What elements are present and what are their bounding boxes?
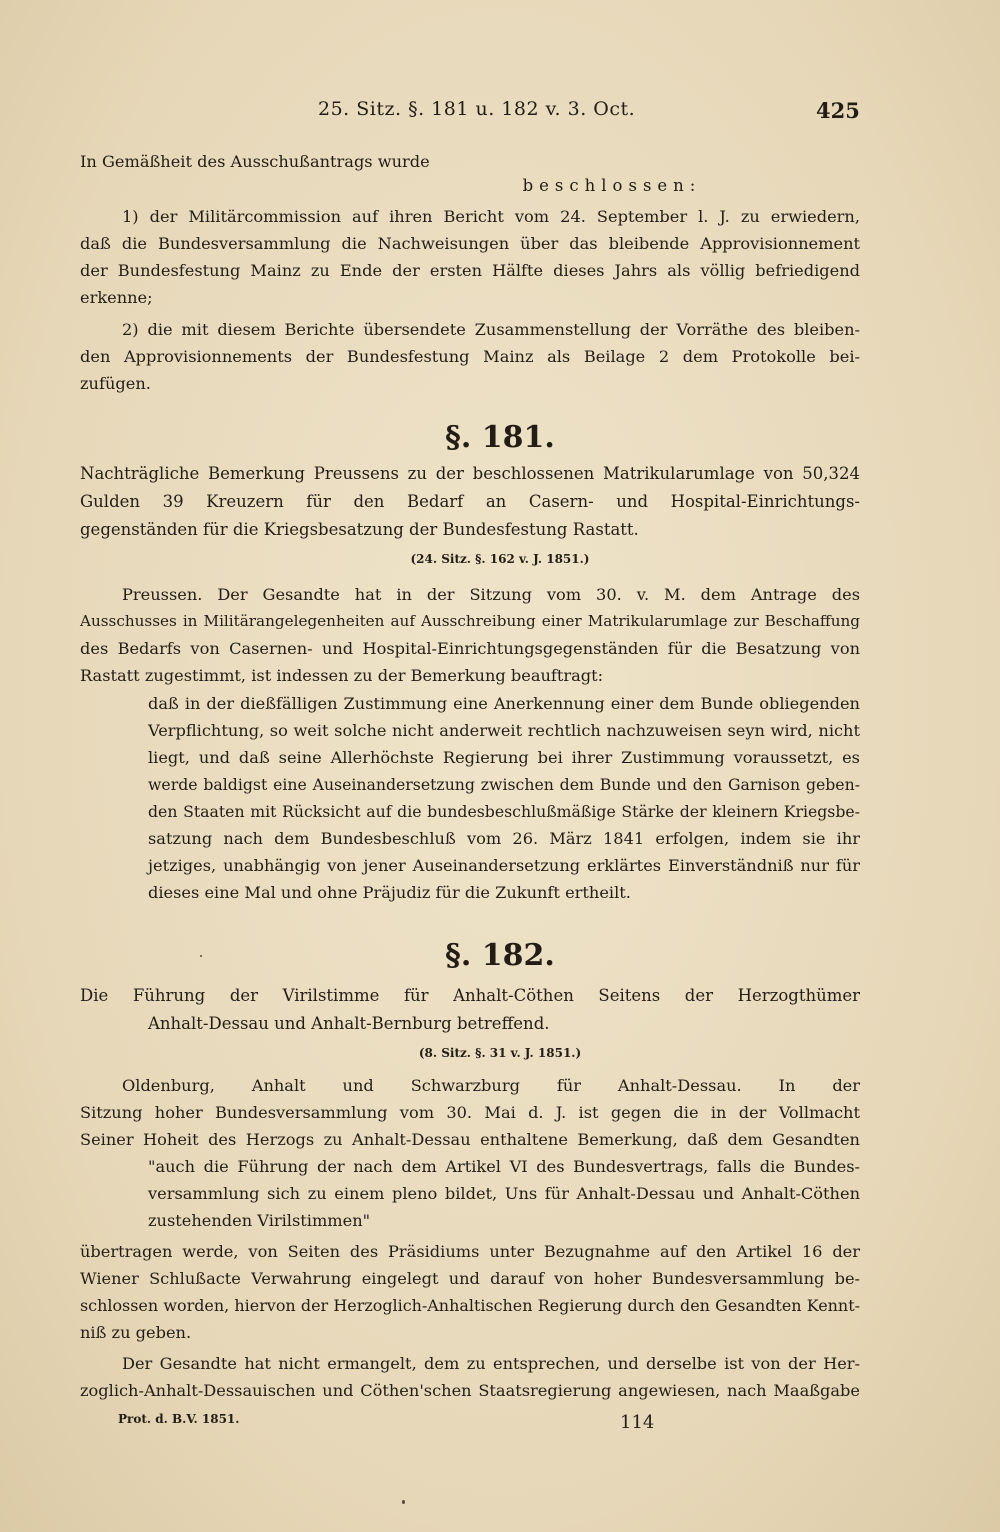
section-182-text: Oldenburg, Anhalt und Schwarzburg für Anhalt-Dessau. In der bbox=[122, 1076, 860, 1095]
intro-line: daß die Bundesversammlung die Nachweisungen über das bleibende Approvisionnement bbox=[80, 234, 860, 253]
intro-line: den Approvisionnements der Bundesfestung Mainz als Beilage 2 dem Protokolle bei- bbox=[80, 347, 860, 366]
section-182-text: Der Gesandte hat nicht ermangelt, dem zu entsprechen, und derselbe ist von der Her- bbox=[122, 1354, 860, 1373]
section-181-text: Ausschusses in Militärangelegenheiten auf Ausschreibung einer Matrikularumlage zur Beschaffung bbox=[80, 612, 860, 630]
declaration-line: dieses eine Mal und ohne Präjudiz für die Zukunft ertheilt. bbox=[148, 883, 631, 902]
section-181-title: gegenständen für die Kriegsbesatzung der Bundesfestung Rastatt. bbox=[80, 520, 639, 539]
section-181-heading: §. 181. bbox=[445, 420, 555, 455]
section-181-source: (24. Sitz. §. 162 v. J. 1851.) bbox=[410, 552, 590, 566]
section-182-text: niß zu geben. bbox=[80, 1323, 192, 1342]
section-182-text: schlossen worden, hiervon der Herzoglich-Anhaltischen Regierung durch den Gesandten Kennt- bbox=[80, 1296, 860, 1315]
quoted-text: zustehenden Virilstimmen" bbox=[148, 1211, 371, 1230]
section-182-text: Seiner Hoheit des Herzogs zu Anhalt-Dessau enthaltene Bemerkung, daß dem Gesandten bbox=[80, 1130, 860, 1149]
quoted-text: "auch die Führung der nach dem Artikel VI des Bundesvertrags, falls die Bundes- bbox=[148, 1157, 860, 1176]
section-182-source: (8. Sitz. §. 31 v. J. 1851.) bbox=[418, 1046, 582, 1060]
section-181-text: Rastatt zugestimmt, ist indessen zu der Bemerkung beauftragt: bbox=[80, 666, 604, 685]
declaration-line: jetziges, unabhängig von jener Auseinandersetzung erklärtes Einverständniß nur für bbox=[148, 856, 860, 875]
intro-line: 2) die mit diesem Berichte übersendete Zusammenstellung der Vorräthe des bleiben- bbox=[122, 320, 860, 339]
running-header bbox=[0, 98, 1000, 128]
section-182-text: Sitzung hoher Bundesversammlung vom 30. Mai d. J. ist gegen die in der Vollmacht bbox=[80, 1103, 860, 1122]
intro-line: zufügen. bbox=[80, 374, 151, 393]
quoted-text: versammlung sich zu einem pleno bildet, Uns für Anhalt-Dessau und Anhalt-Cöthen bbox=[148, 1184, 860, 1203]
page-number: 425 bbox=[816, 98, 860, 123]
section-181-title: Nachträgliche Bemerkung Preussens zu der beschlossenen Matrikularumlage von 50,324 bbox=[80, 464, 860, 483]
section-182-text: zoglich-Anhalt-Dessauischen und Cöthen'schen Staatsregierung angewiesen, nach Maaßgabe bbox=[80, 1381, 860, 1400]
section-182-title: Anhalt-Dessau und Anhalt-Bernburg betreffend. bbox=[148, 1014, 550, 1033]
declaration-line: den Staaten mit Rücksicht auf die bundesbeschlußmäßige Stärke der kleinern Kriegsbe- bbox=[148, 802, 860, 821]
sheet-number: 114 bbox=[620, 1412, 655, 1433]
running-title: 25. Sitz. §. 181 u. 182 v. 3. Oct. bbox=[318, 98, 636, 120]
section-182-text: Wiener Schlußacte Verwahrung eingelegt und darauf von hoher Bundesversammlung be- bbox=[80, 1269, 860, 1288]
declaration-line: daß in der dießfälligen Zustimmung eine Anerkennung einer dem Bunde obliegenden bbox=[148, 694, 860, 713]
section-182-text: übertragen werde, von Seiten des Präsidiums unter Bezugnahme auf den Artikel 16 der bbox=[80, 1242, 860, 1261]
intro-line: der Bundesfestung Mainz zu Ende der ersten Hälfte dieses Jahrs als völlig befriedigend bbox=[80, 261, 860, 280]
section-181-text: Preussen. Der Gesandte hat in der Sitzung vom 30. v. M. dem Antrage des bbox=[122, 585, 860, 604]
declaration-line: Verpflichtung, so weit solche nicht anderweit rechtlich nachzuweisen seyn wird, nicht bbox=[148, 721, 860, 740]
footer-signature: Prot. d. B.V. 1851. bbox=[118, 1412, 240, 1426]
section-181-text: des Bedarfs von Casernen- und Hospital-Einrichtungsgegenständen für die Besatzung von bbox=[80, 639, 860, 658]
declaration-line: liegt, und daß seine Allerhöchste Regierung bei ihrer Zustimmung voraussetzt, es bbox=[148, 748, 860, 767]
intro-line: 1) der Militärcommission auf ihren Bericht vom 24. September l. J. zu erwiedern, bbox=[122, 207, 860, 226]
resolution-heading: beschlossen: bbox=[522, 176, 702, 195]
intro-line: In Gemäßheit des Ausschußantrags wurde bbox=[80, 152, 430, 171]
declaration-line: satzung nach dem Bundesbeschluß vom 26. März 1841 erfolgen, indem sie ihr bbox=[148, 829, 860, 848]
declaration-line: werde baldigst eine Auseinandersetzung zwischen dem Bunde und den Garnison geben- bbox=[148, 775, 860, 794]
ink-speck bbox=[200, 955, 202, 957]
section-182-title: Die Führung der Virilstimme für Anhalt-Cöthen Seitens der Herzogthümer bbox=[80, 986, 860, 1005]
section-181-title: Gulden 39 Kreuzern für den Bedarf an Casern- und Hospital-Einrichtungs- bbox=[80, 492, 860, 511]
intro-line: erkenne; bbox=[80, 288, 153, 307]
ink-speck bbox=[402, 1500, 405, 1504]
section-182-heading: §. 182. bbox=[445, 938, 555, 973]
